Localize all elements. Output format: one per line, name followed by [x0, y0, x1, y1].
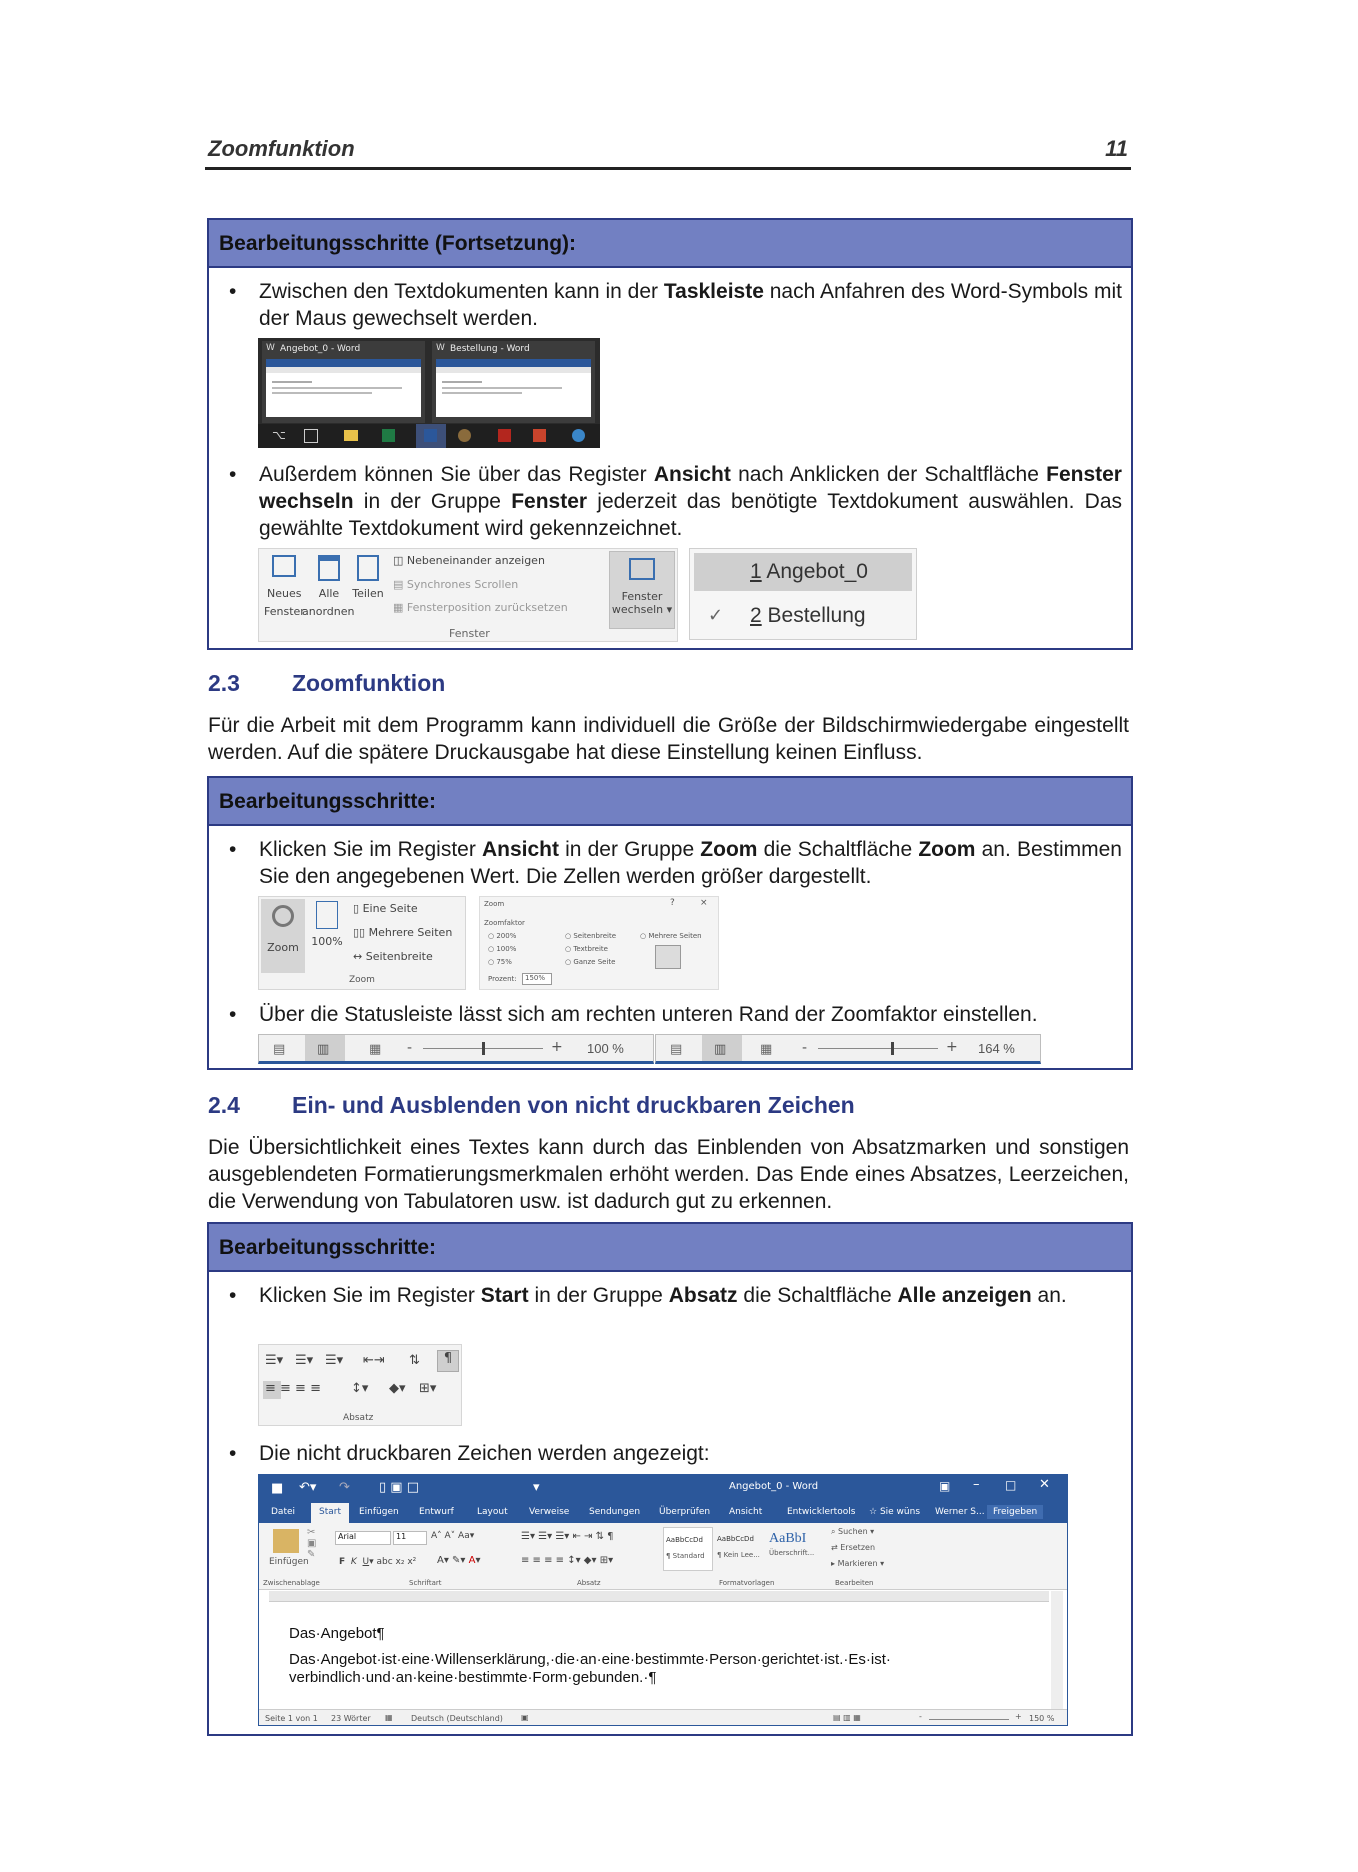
page-count[interactable]: Seite 1 von 1 [265, 1714, 318, 1723]
taskbar-screenshot [258, 338, 600, 448]
percent-input[interactable]: 150% [522, 973, 552, 985]
statusbar-164 [655, 1034, 1041, 1064]
paste-button[interactable]: Einfügen [269, 1557, 309, 1567]
zoom-slider[interactable] [929, 1719, 1009, 1720]
app-icon[interactable] [458, 429, 471, 442]
option-whole-page[interactable]: ○ Ganze Seite [565, 958, 616, 966]
bullets-icon[interactable]: ☰▾ [265, 1353, 284, 1368]
zoom-in-button[interactable]: + [1015, 1712, 1022, 1721]
tab-ansicht[interactable]: Ansicht [729, 1507, 763, 1517]
zoom-dialog [479, 896, 719, 990]
list-icons[interactable]: ☰▾ ☰▾ ☰▾ ⇤ ⇥ ⇅ ¶ [521, 1531, 614, 1542]
dialog-title: Zoom [484, 900, 505, 908]
customize-qat-icon[interactable]: ▾ [533, 1480, 540, 1495]
option-75[interactable]: ○ 75% [488, 958, 512, 966]
track-icon[interactable]: ▣ [521, 1713, 529, 1722]
monitor-icon[interactable] [655, 945, 681, 969]
style-no-spacing[interactable]: AaBbCcDd ¶ Kein Lee... [717, 1535, 760, 1559]
page-width-button[interactable]: ↔ Seitenbreite [353, 950, 433, 963]
proofing-icon[interactable]: ▦ [385, 1713, 393, 1722]
group-label-font: Schriftart [409, 1579, 442, 1587]
vertical-scrollbar[interactable] [1051, 1591, 1063, 1709]
switch-window-label: wechseln ▾ [611, 603, 673, 616]
alignment-icons[interactable]: ≡ ≡ ≡ ≡ ↕▾ ◆▾ ⊞▾ [521, 1555, 614, 1566]
access-icon[interactable] [498, 429, 511, 442]
thumbnail-title: Bestellung - Word [450, 344, 530, 354]
zoom-100-button[interactable]: 100% [309, 901, 345, 948]
save-icon[interactable]: ■ [271, 1481, 284, 1496]
view-icons[interactable]: ▤ ▥ ▦ [833, 1713, 861, 1722]
ribbon-tabs [259, 1501, 1068, 1523]
section-2-3-text: Für die Arbeit mit dem Programm kann individuell die Größe der Bildschirmwiedergabe eingestellt werden. Auf die spätere Druckausgabe hat diese Einstellung keinen Einfluss. [208, 714, 1129, 764]
line-spacing-icon[interactable]: ↕▾ [351, 1381, 369, 1396]
arrange-all-icon [318, 555, 340, 581]
word-titlebar [259, 1475, 1068, 1523]
paste-icon[interactable] [273, 1529, 299, 1553]
excel-icon[interactable] [382, 429, 395, 442]
word-count[interactable]: 23 Wörter [331, 1714, 371, 1723]
switch-window-button[interactable]: Fenster wechseln ▾ [609, 551, 675, 629]
tab-einfuegen[interactable]: Einfügen [359, 1507, 399, 1517]
replace-button[interactable]: ⇄ Ersetzen [831, 1543, 876, 1552]
close-icon[interactable]: × [700, 898, 708, 908]
document-line[interactable]: verbindlich·und·an·keine·bestimmte·Form·gebunden.·¶ [289, 1669, 657, 1686]
zoom-out-button[interactable]: - [919, 1712, 922, 1721]
section-heading-2-4: 2.4 Ein- und Ausblenden von nicht druckbaren Zeichen [208, 1092, 855, 1118]
reset-position-button[interactable]: ▦ Fensterposition zurücksetzen [393, 601, 568, 614]
web-layout-icon[interactable]: ▦ [760, 1042, 773, 1057]
style-heading[interactable]: AaBbI Überschrift... [769, 1531, 815, 1557]
close-icon[interactable]: ✕ [1039, 1477, 1050, 1492]
ribbon-absatz-group [258, 1344, 462, 1426]
option-text-width[interactable]: ○ Textbreite [565, 945, 608, 953]
thumbnail-preview [266, 359, 421, 417]
tab-verweise[interactable]: Verweise [529, 1507, 570, 1517]
share-button[interactable]: Freigeben [987, 1505, 1043, 1519]
group-label-edit: Bearbeiten [835, 1579, 874, 1587]
tab-sendungen[interactable]: Sendungen [589, 1507, 641, 1517]
split-button[interactable]: Teilen [351, 555, 385, 600]
new-window-button[interactable]: Neues [267, 555, 301, 600]
print-layout-icon: ▥ [714, 1042, 727, 1057]
group-label-absatz: Absatz [343, 1413, 374, 1423]
maximize-icon[interactable]: □ [1005, 1478, 1017, 1492]
steps-box-zoom [207, 776, 1133, 1070]
document-line[interactable]: Das·Angebot·ist·eine·Willenserklärung,·die·an·eine·bestimmte·Person·gerichtet·ist.·Es·ist· [289, 1651, 891, 1668]
show-all-button[interactable]: ¶ [437, 1350, 459, 1372]
group-label-styles: Formatvorlagen [719, 1579, 775, 1587]
sync-scroll-button[interactable]: ▤ Synchrones Scrollen [393, 578, 519, 591]
group-label-para: Absatz [577, 1579, 601, 1587]
quick-access-icons[interactable]: ▯ ▣ □ [379, 1480, 419, 1495]
group-label-zoom: Zoom [349, 975, 375, 985]
window-dropdown [689, 548, 917, 640]
multilevel-list-icon[interactable]: ☰▾ [325, 1353, 344, 1368]
tab-datei[interactable]: Datei [271, 1507, 296, 1517]
magnifier-icon [272, 905, 294, 927]
multiple-pages-button[interactable]: ▯▯ Mehrere Seiten [353, 926, 453, 939]
word-icon [424, 429, 437, 442]
help-icon[interactable]: ? [670, 898, 675, 908]
ribbon-zoom-group [258, 896, 466, 990]
read-mode-icon[interactable]: ▤ [273, 1042, 286, 1057]
document-heading[interactable]: Das·Angebot¶ [289, 1625, 385, 1642]
tab-start[interactable]: Start [311, 1503, 349, 1523]
page-number: 11 [1105, 136, 1128, 161]
search-button[interactable]: ⌕ Suchen ▾ [831, 1527, 875, 1536]
ribbon-window-group [258, 548, 678, 642]
option-page-width[interactable]: ○ Seitenbreite [565, 932, 616, 940]
section-2-4-text: Die Übersichtlichkeit eines Textes kann durch das Einblenden von Absatzmarken und sonstigen ausgeblendeten Formatierungsmerkmalen erhöht werden. Das Ende eines Absatzes, Leerzeichen, die Verwendung von Tabulatoren usw. ist dadurch gut zu erkennen. [208, 1136, 1129, 1213]
web-layout-icon[interactable]: ▦ [369, 1042, 382, 1057]
running-header [205, 133, 1131, 170]
bullet-taskbar: • Zwischen den Textdokumenten kann in der Taskleiste nach Anfahren des Word-Symbols mit der Maus gewechselt werden. [229, 278, 1122, 332]
zoom-out-button[interactable]: - [407, 1040, 413, 1056]
taskbar-thumbnail-1[interactable] [262, 341, 425, 423]
font-color-icons[interactable]: A▾ ✎▾ A▾ [437, 1555, 481, 1566]
undo-icon[interactable]: ↶▾ [299, 1480, 317, 1495]
box-heading: Bearbeitungsschritte (Fortsetzung): [209, 220, 1131, 268]
option-100[interactable]: ○ 100% [488, 945, 517, 953]
print-layout-icon: ▥ [317, 1042, 330, 1057]
style-standard[interactable]: AaBbCcDd ¶ Standard [663, 1527, 713, 1571]
explorer-icon[interactable] [344, 430, 358, 441]
arrange-all-button[interactable]: Alle [313, 555, 345, 600]
zoom-group-label: Zoomfaktor [484, 919, 525, 927]
section-heading-2-3: 2.3 Zoomfunktion [208, 670, 446, 696]
borders-icon[interactable]: ⊞▾ [419, 1381, 437, 1396]
tab-entwicklertools[interactable]: Entwicklertools [787, 1507, 856, 1517]
bullet-statusbar: • Über die Statusleiste lässt sich am rechten unteren Rand der Zoomfaktor einstellen. [229, 1001, 1122, 1028]
word-title: Angebot_0 - Word [729, 1481, 819, 1492]
task-view-icon[interactable] [304, 429, 318, 443]
steps-box-formatting-marks [207, 1222, 1133, 1736]
group-label-clipboard: Zwischenablage [263, 1579, 320, 1587]
checkmark-icon: ✓ [708, 605, 724, 626]
ruler[interactable] [269, 1591, 1049, 1602]
zoom-slider[interactable] [423, 1048, 543, 1049]
one-page-button[interactable]: ▯ Eine Seite [353, 902, 418, 915]
word-icon: W [436, 343, 445, 353]
tab-entwurf[interactable]: Entwurf [419, 1507, 454, 1517]
clipboard-icons[interactable]: ✂ ▣ ✎ [307, 1527, 317, 1560]
document-area[interactable] [269, 1603, 1049, 1709]
zoom-level[interactable]: 164 % [978, 1041, 1015, 1056]
steps-box-continued [207, 218, 1133, 650]
taskbar-thumbnail-2[interactable] [432, 341, 595, 423]
side-by-side-button[interactable]: ◫ Nebeneinander anzeigen [393, 554, 545, 567]
bullet-show-all: • Klicken Sie im Register Start in der Gruppe Absatz die Schaltfläche Alle anzeigen an. [229, 1282, 1122, 1309]
new-window-icon [272, 555, 296, 577]
statusbar-100 [258, 1034, 654, 1064]
box-heading: Bearbeitungsschritte: [209, 778, 1131, 826]
redo-icon[interactable]: ↷ [339, 1480, 350, 1495]
language[interactable]: Deutsch (Deutschland) [411, 1714, 503, 1723]
percent-label: Prozent: [488, 975, 517, 983]
zoom-out-button[interactable]: - [802, 1040, 808, 1056]
bullet-switch-window: • Außerdem können Sie über das Register Ansicht nach Anklicken der Schaltfläche Fenster wechseln in der Gruppe Fenster jederzeit das benötigte Textdokument auswählen. Das gewählte Textdokument wird gekennzeichnet. [229, 461, 1122, 542]
zoom-level[interactable]: 150 % [1029, 1714, 1055, 1723]
tab-ueberpruefen[interactable]: Überprüfen [659, 1507, 711, 1517]
shading-icon[interactable]: ◆▾ [389, 1381, 406, 1396]
select-button[interactable]: ▸ Markieren ▾ [831, 1559, 885, 1568]
window-item-1[interactable]: 1 Angebot_0 [694, 553, 912, 591]
zoom-slider-thumb[interactable] [482, 1042, 485, 1055]
numbering-icon[interactable]: ☰▾ [295, 1353, 314, 1368]
window-item-2[interactable]: ✓ 2 Bestellung [708, 604, 866, 627]
zoom-button[interactable]: Zoom [261, 899, 305, 973]
font-size-icons[interactable]: A˄ A˅ Aa▾ [431, 1531, 475, 1541]
word-icon: W [266, 343, 275, 353]
ribbon-display-icon[interactable]: ▣ [939, 1479, 951, 1493]
zoom-100-icon [316, 901, 338, 929]
cortana-icon[interactable]: ⌥ [272, 428, 286, 442]
split-icon [357, 555, 379, 581]
zoom-in-button[interactable]: + [551, 1039, 563, 1055]
option-multiple-pages[interactable]: ○ Mehrere Seiten [640, 932, 702, 940]
read-mode-icon[interactable]: ▤ [670, 1042, 683, 1057]
tell-me[interactable]: ☆ Sie wüns [869, 1507, 921, 1517]
sort-icon[interactable]: ⇅ [409, 1353, 420, 1368]
tab-layout[interactable]: Layout [477, 1507, 508, 1517]
bullet-marks-shown: • Die nicht druckbaren Zeichen werden angezeigt: [229, 1440, 1122, 1467]
word-ribbon [259, 1523, 1068, 1590]
box-heading: Bearbeitungsschritte: [209, 1224, 1131, 1272]
align-icons: ≡ ≡ ≡ ≡ [265, 1381, 321, 1396]
zoom-slider[interactable] [818, 1048, 938, 1049]
font-name-input[interactable]: Arial [335, 1531, 391, 1545]
thumbnail-title: Angebot_0 - Word [280, 344, 361, 354]
switch-window-icon [629, 558, 655, 580]
font-size-input[interactable]: 11 [393, 1531, 427, 1545]
new-window-label: Fenster [264, 605, 305, 618]
thumbnail-preview [436, 359, 591, 417]
header-title: Zoomfunktion [208, 136, 355, 161]
indent-icons[interactable]: ⇤⇥ [363, 1353, 385, 1368]
font-format-icons[interactable]: F K U▾ abc x₂ x² [339, 1557, 417, 1567]
taskbar [258, 424, 600, 448]
group-label-fenster: Fenster [449, 627, 490, 640]
bullet-zoom: • Klicken Sie im Register Ansicht in der Gruppe Zoom die Schaltfläche Zoom an. Bestimmen Sie den angegebenen Wert. Die Zellen werden größer dargestellt. [229, 836, 1122, 890]
zoom-slider-thumb[interactable] [891, 1042, 894, 1055]
browser-icon[interactable] [572, 429, 585, 442]
zoom-in-button[interactable]: + [946, 1039, 958, 1055]
word-window [258, 1474, 1068, 1726]
powerpoint-icon[interactable] [533, 429, 546, 442]
arrange-all-label: anordnen [302, 605, 355, 618]
account-name[interactable]: Werner S... [935, 1507, 985, 1517]
zoom-level[interactable]: 100 % [587, 1041, 624, 1056]
minimize-icon[interactable]: – [973, 1477, 980, 1492]
option-200[interactable]: ○ 200% [488, 932, 517, 940]
word-statusbar [259, 1709, 1068, 1726]
